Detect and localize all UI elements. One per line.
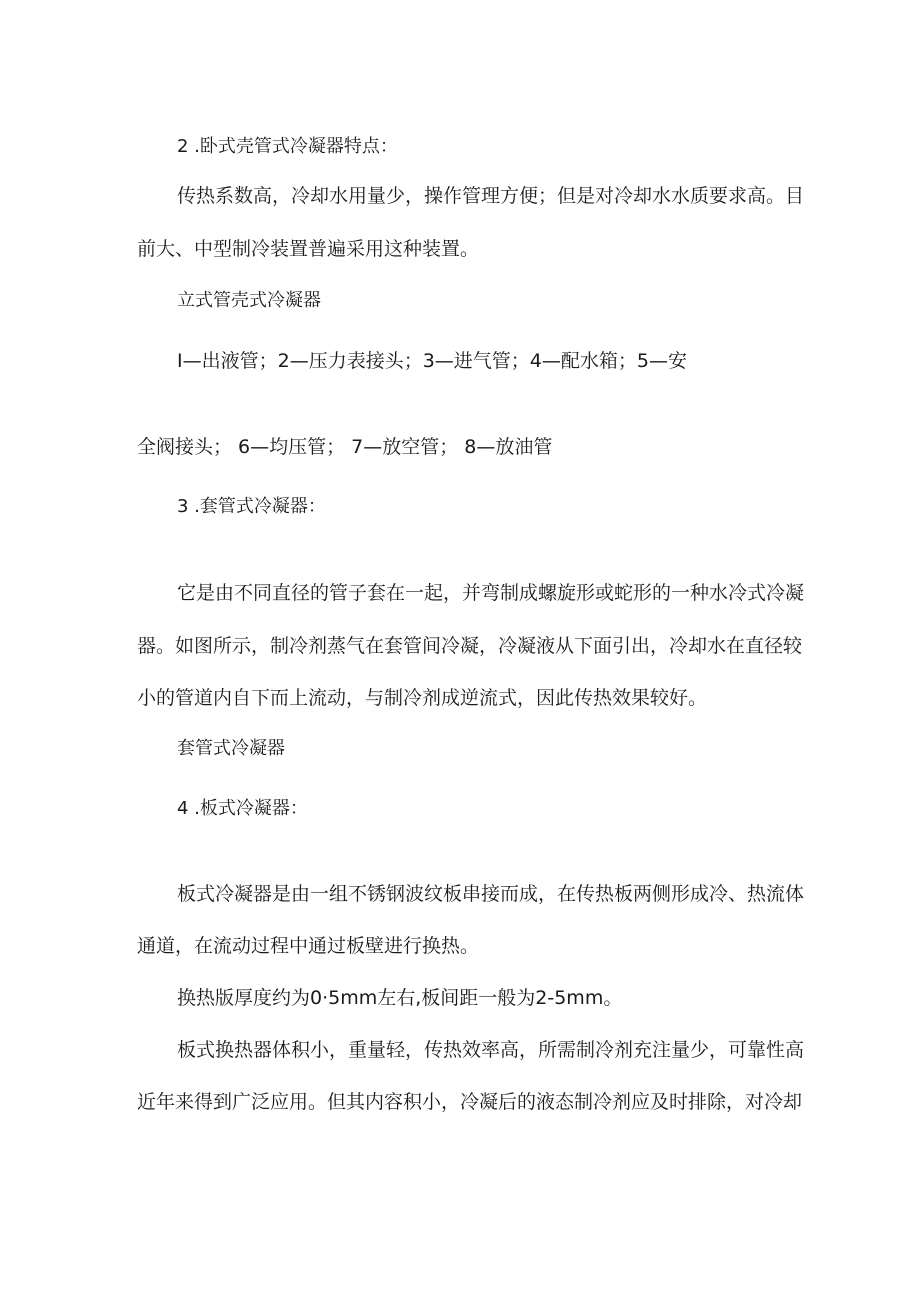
- section-heading-4: 4 .板式冷凝器：: [177, 798, 308, 819]
- figure-legend-line: I—出液管；2—压力表接头；3—进气管；4—配水箱；5—安: [177, 350, 687, 372]
- paragraph-line: 前大、中型制冷装置普遍采用这种装置。: [137, 238, 480, 260]
- section-heading-2: 2 .卧式壳管式冷凝器特点：: [177, 136, 398, 157]
- figure-legend-line: 全阀接头； 6—均压管； 7—放空管； 8—放油管: [137, 436, 553, 458]
- paragraph-line: 小的管道内自下而上流动，与制冷剂成逆流式，因此传热效果较好。: [137, 687, 708, 709]
- figure-caption: 立式管壳式冷凝器: [177, 290, 321, 311]
- paragraph-line: 它是由不同直径的管子套在一起，并弯制成螺旋形或蛇形的一种水冷式冷凝: [177, 582, 805, 604]
- section-heading-3: 3 .套管式冷凝器：: [177, 496, 326, 517]
- paragraph-line: 通道，在流动过程中通过板壁进行换热。: [137, 935, 480, 957]
- paragraph-line: 器。如图所示，制冷剂蒸气在套管间冷凝，冷凝液从下面引出，冷却水在直径较: [137, 635, 803, 657]
- figure-caption: 套管式冷凝器: [177, 738, 285, 759]
- paragraph-line: 板式换热器体积小，重量轻，传热效率高，所需制冷剂充注量少，可靠性高: [177, 1039, 805, 1061]
- paragraph-line: 传热系数高，冷却水用量少，操作管理方便；但是对冷却水水质要求高。目: [177, 185, 805, 207]
- paragraph-line: 换热版厚度约为0·5mm左右,板间距一般为2-5mm。: [177, 987, 623, 1009]
- paragraph-line: 板式冷凝器是由一组不锈钢波纹板串接而成，在传热板两侧形成冷、热流体: [177, 883, 805, 905]
- paragraph-line: 近年来得到广泛应用。但其内容积小，冷凝后的液态制冷剂应及时排除，对冷却: [137, 1091, 803, 1113]
